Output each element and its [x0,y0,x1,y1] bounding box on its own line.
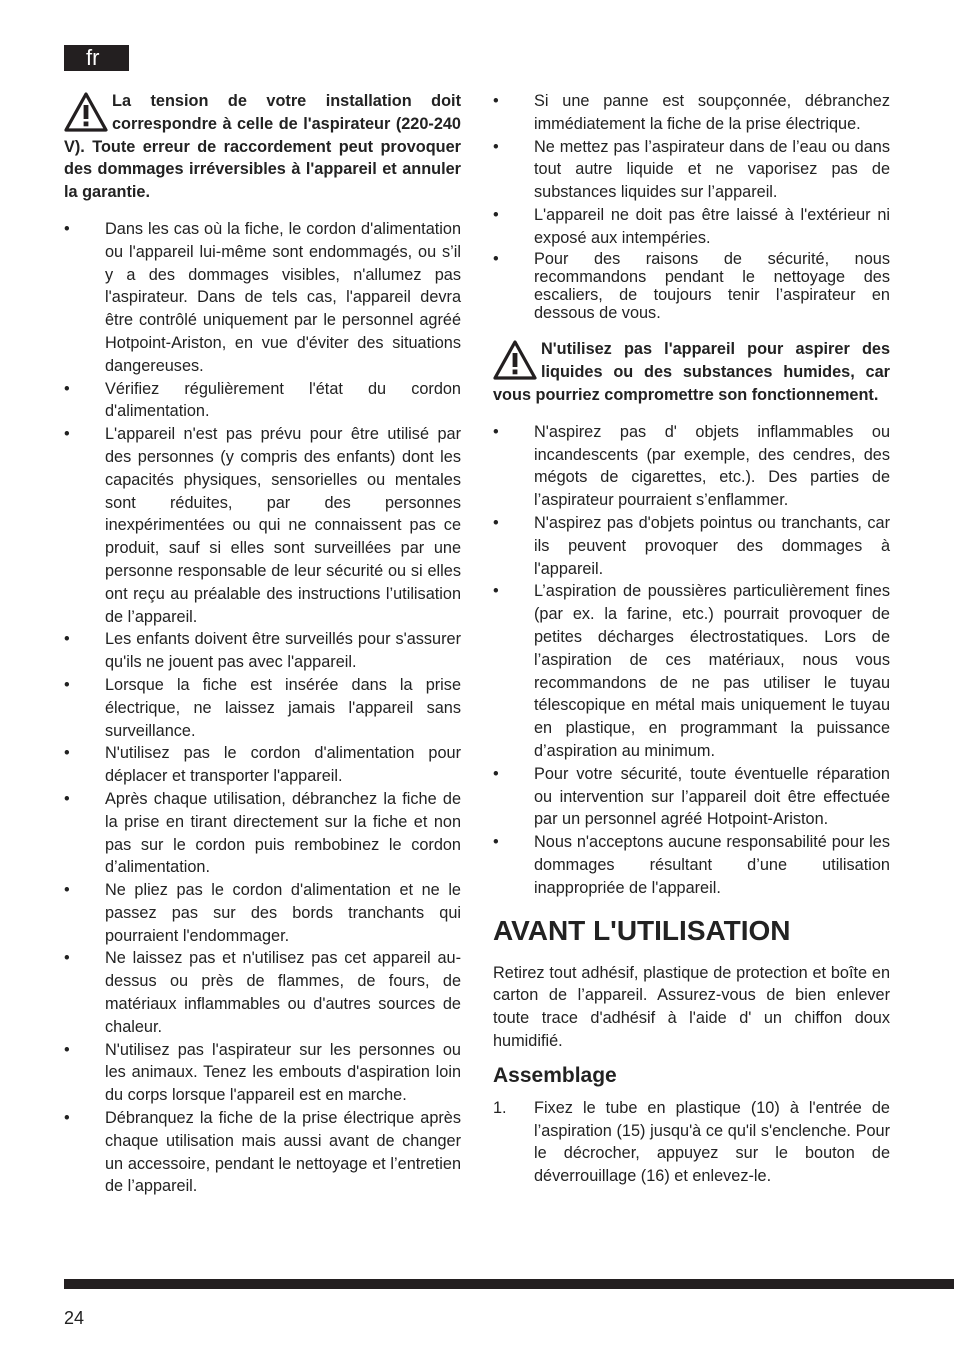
assembly-steps [493,1097,890,1188]
list-item: • Nous n'acceptons aucune responsabilité pour les dommages résultant d’une utilisation inappropriée de l'appareil. [493,833,890,897]
step-item [493,1097,890,1188]
bullet: • [64,1040,70,1059]
list-item: • L'appareil ne doit pas être laissé à l'extérieur ni exposé aux intempéries. [493,205,890,247]
list-item: • N'aspirez pas d' objets inflammables ou incandescents (par exemple, des cendres, des mégots de cigarettes, etc.). Des parties de l’aspirateur pourraient s’enflammer. [493,422,890,510]
language-tab: fr [64,45,129,71]
section-title: AVANT L'UTILISATION [493,914,791,946]
list-item: • Ne pliez pas le cordon d'alimentation et ne le passez pas sur des bords tranchants qui pourraient l'endommager. [64,881,461,945]
list-item: • N'utilisez pas l'aspirateur sur les personnes ou les animaux. Tenez les embouts d'aspiration loin du corps lorsque l'appareil est en marche. [64,1040,461,1105]
section-text: Retirez tout adhésif, plastique de protection et boîte en carton de l’appareil. Assurez-vous de bien enlever toute trace d'adhésif à l'aide d' un chiffon doux humidifié. [493,963,890,1050]
bullet: • [64,744,70,763]
bullet: • [64,1109,70,1128]
safety-list-left [64,218,461,1198]
bullet: • [493,205,499,224]
bullet: • [64,379,70,398]
list-item: • Pour des raisons de sécurité, nous recommandons pendant le nettoyage des escaliers, de toujours tenir l’aspirateur en dessous de vous. [493,249,890,323]
subsection-title: Assemblage [493,1063,617,1087]
liquids-warning [493,338,890,406]
list-item: • Si une panne est soupçonnée, débranchez immédiatement la fiche de la prise électrique. [493,92,890,133]
list-item: • N'aspirez pas d'objets pointus ou tranchants, car ils peuvent provoquer des dommages à l'appareil. [493,513,890,578]
bullet: • [64,949,70,968]
step-number: 1. [493,1098,507,1117]
list-item: • Ne mettez pas l’aspirateur dans de l’eau ou dans tout autre liquide et ne vaporisez pas de substances liquides sur l’appareil. [493,137,890,202]
list-item: • Dans les cas où la fiche, le cordon d'alimentation ou l'appareil lui-même sont endommagés, ou s’il y a des dommages visibles, n'allumez pas l'aspirateur. Dans de tels cas, l'appareil devra être contrôlé uniquement par le personnel agréé Hotpoint-Ariston, en vue d'éviter des situations dangereuses. [64,219,461,375]
warning-text: La tension de votre installation doit correspondre à celle de l'aspirateur (220-240 V). Toute erreur de raccordement peut provoquer des dommages irréversibles à l'appareil et annuler la garantie. [64,92,461,202]
bullet: • [493,764,499,783]
safety-list-right-bottom [493,421,890,900]
bullet: • [493,833,499,852]
footer-rule [64,1279,954,1289]
list-item: • Débranquez la fiche de la prise électrique après chaque utilisation mais aussi avant de changer un accessoire, pendant le nettoyage et l’entretien de l’appareil. [64,1109,461,1196]
bullet: • [493,249,499,268]
bullet: • [64,425,70,444]
bullet: • [493,92,499,110]
list-item: • Les enfants doivent être surveillés pour s'assurer qu'ils ne jouent pas avec l'appareil. [64,630,461,672]
list-item: • Lorsque la fiche est insérée dans la prise électrique, ne laissez jamais l'appareil sans surveillance. [64,675,461,740]
bullet: • [64,675,70,694]
bullet: • [64,789,70,808]
left-column [64,90,461,1198]
list-item: • Ne laissez pas et n'utilisez pas cet appareil au-dessus ou près de flammes, de fours, de matériaux inflammables ou d'autres sources de chaleur. [64,949,461,1036]
list-item: • Vérifiez régulièrement l'état du cordon d'alimentation. [64,379,461,421]
step-text: Fixez le tube en plastique (10) à l'entrée de l’aspiration (15) jusqu'à ce qu'il s'enclenche. Pour le décrocher, appuyez sur le bouton de déverrouillage (16) et enlevez-le. [534,1098,890,1186]
list-item: • N'utilisez pas le cordon d'alimentation pour déplacer et transporter l'appareil. [64,744,461,786]
bullet: • [64,219,70,238]
safety-list-right-stairs [493,250,890,323]
bullet: • [64,630,70,649]
bullet: • [493,422,499,441]
voltage-warning [64,90,461,204]
list-item: • L’aspiration de poussières particulièrement fines (par ex. la farine, etc.) pourrait provoquer de petites décharges électrostatiques. Lors de l’aspiration de ces matériaux, nous vous recommandons de ne pas utiliser le tuyau télescopique en métal mais uniquement le tuyau en plastique, en programmant la puissance d’aspiration au minimum. [493,582,890,760]
bullet: • [493,582,499,601]
warning-text: N'utilisez pas l'appareil pour aspirer des liquides ou des substances humides, car vous pourriez compromettre son fonctionnement. [493,340,890,404]
warning-icon [64,92,108,132]
warning-icon [493,340,537,380]
list-item: • Après chaque utilisation, débranchez la fiche de la prise en tirant directement sur la fiche et non pas sur le cordon puis rembobinez le cordon d’alimentation. [64,789,461,877]
list-item: • L'appareil n'est pas prévu pour être utilisé par des personnes (y compris des enfants) dont les capacités physiques, sensorielles ou mentales sont réduites, par des personnes inexpérimentées ou qui ne connaissent pas ce produit, sauf si elles sont surveillées par une personne responsable de leur sécurité ou si elles ont reçu au préalable des instructions l’utilisation de l’appareil. [64,425,461,626]
page-number: 24 [64,1308,85,1328]
bullet: • [64,881,70,900]
bullet: • [493,513,499,532]
list-item: • Pour votre sécurité, toute éventuelle réparation ou intervention sur l’appareil doit être effectuée par un personnel agréé Hotpoint-Ariston. [493,764,890,829]
safety-list-right-top [493,90,890,250]
right-column [493,90,890,1188]
bullet: • [493,137,499,156]
